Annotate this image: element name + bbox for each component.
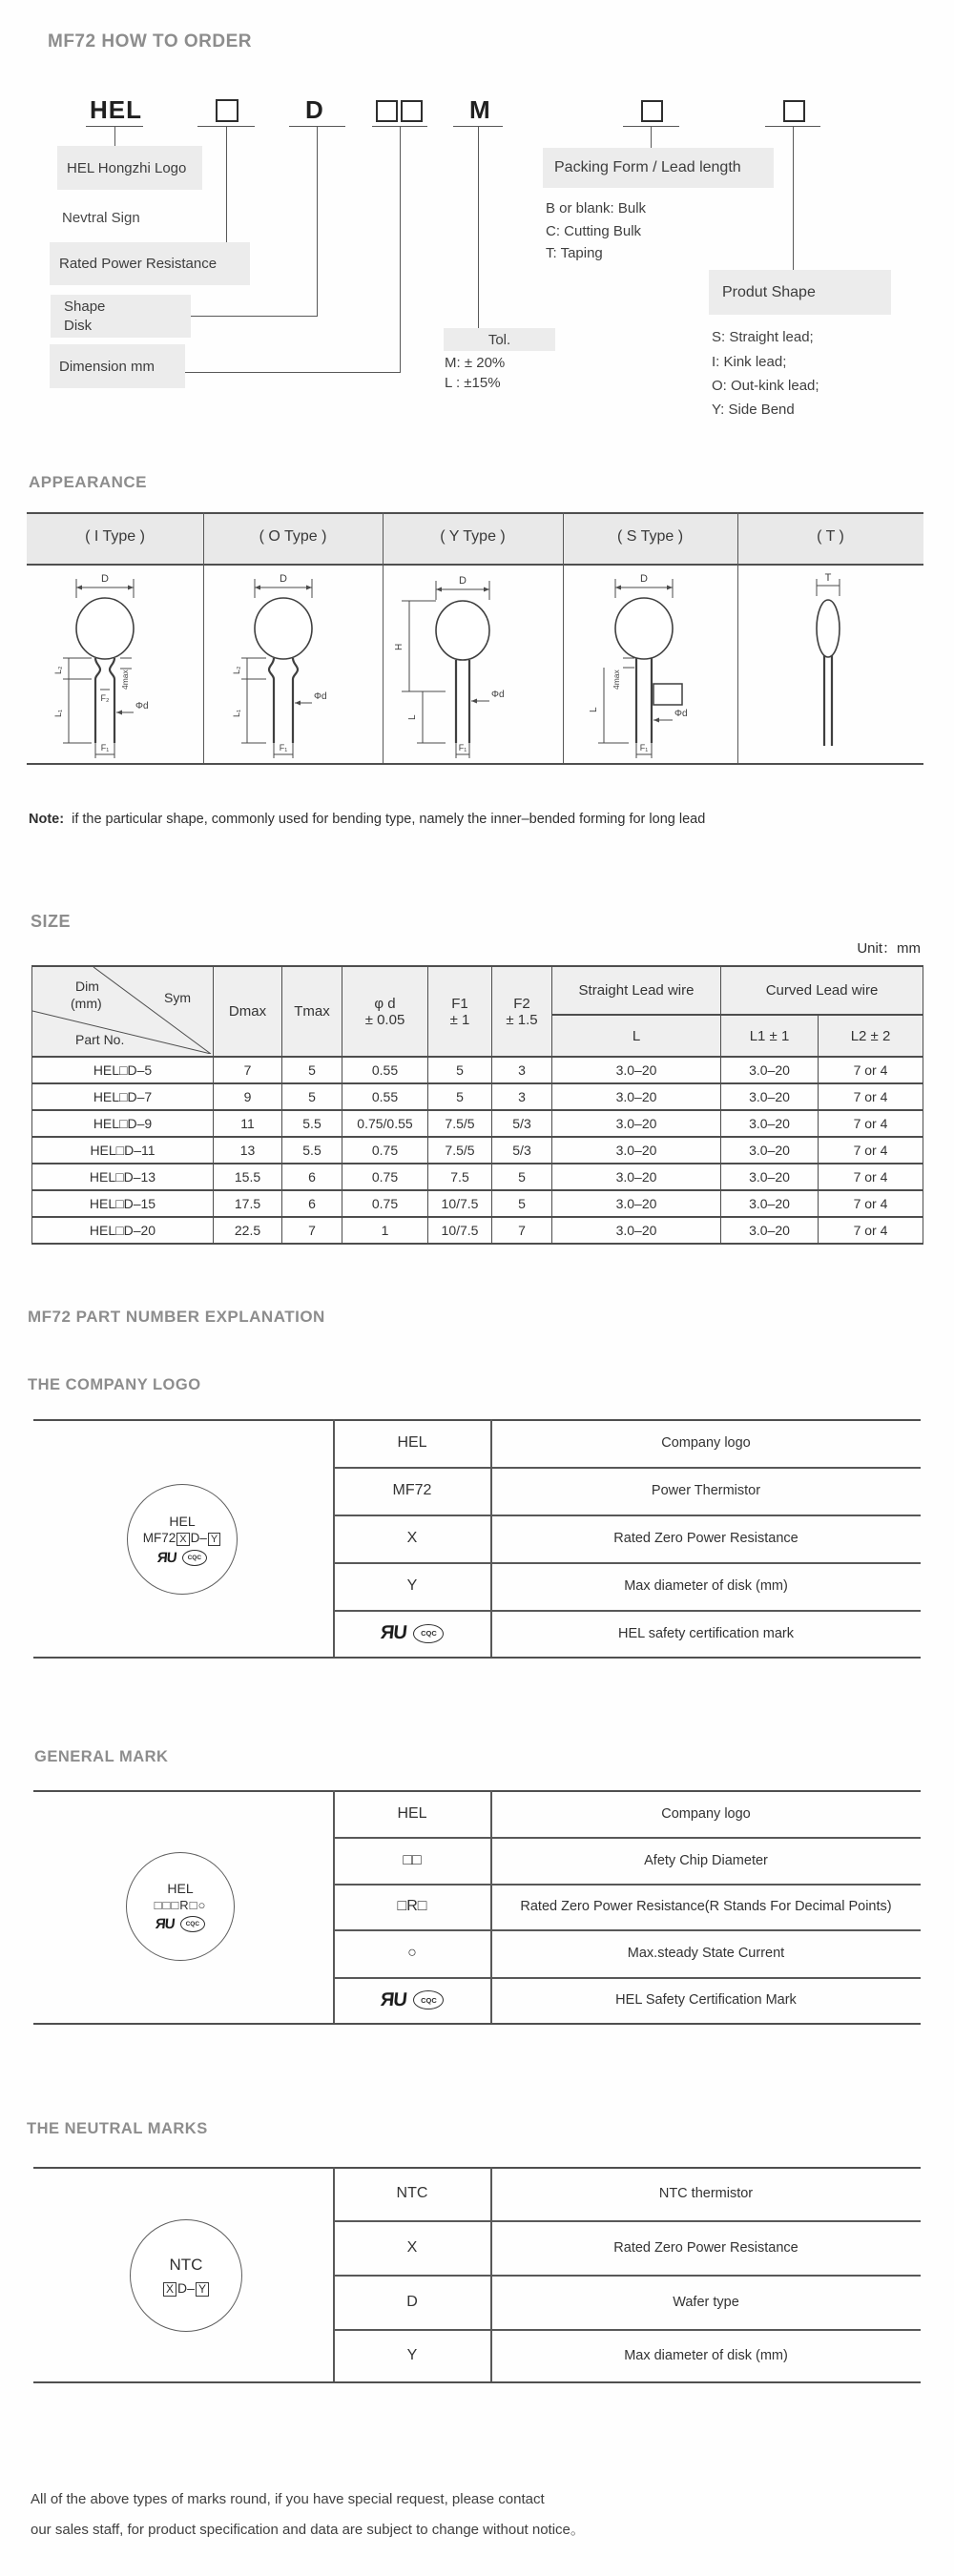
svg-text:Φd: Φd — [135, 701, 149, 711]
code-cert-icons — [334, 1610, 490, 1657]
cell-f2: 5 — [492, 1190, 552, 1217]
label-hel-hongzhi-logo-text: HEL Hongzhi Logo — [67, 159, 187, 176]
size-header-curved: Curved Lead wire — [721, 966, 923, 1015]
cell-l1: 3.0–20 — [721, 1110, 819, 1137]
desc-ntc-thermistor: NTC thermistor — [658, 2186, 754, 2201]
svg-text:Φd: Φd — [314, 691, 327, 702]
connector-packing — [651, 126, 652, 148]
svg-text:F₁: F₁ — [100, 743, 110, 752]
cell-tmax: 6 — [282, 1164, 342, 1190]
desc-max-diameter: Max diameter of disk (mm) — [624, 2347, 788, 2363]
mark-line-hel: HEL — [167, 1881, 194, 1896]
cell-phid: 0.55 — [342, 1083, 428, 1110]
size-header-l: L — [552, 1015, 721, 1057]
section-heading-size: SIZE — [31, 912, 72, 931]
size-table — [31, 965, 923, 1245]
appearance-col-s-type: ( S Type ) — [616, 528, 684, 545]
table-border-bottom — [33, 2023, 921, 2025]
cell-f2: 3 — [492, 1083, 552, 1110]
label-rated-power-resistance — [50, 242, 250, 285]
size-header-phid-line2: ± 0.05 — [364, 1011, 405, 1028]
desc-rated-resistance: Rated Zero Power Resistance(R Stands For Decimal Points) — [520, 1899, 892, 1914]
cell-dmax: 11 — [214, 1110, 282, 1137]
size-header-dim: Dim — [75, 979, 99, 994]
drawing-t-type — [744, 569, 916, 760]
size-header-f1 — [428, 966, 492, 1057]
footer-line-1: All of the above types of marks round, if you have special request, please contact — [31, 2491, 545, 2507]
order-code-box-packing — [641, 100, 663, 122]
desc-rated-resistance: Rated Zero Power Resistance — [613, 1531, 798, 1546]
cell-f1: 7.5 — [428, 1164, 492, 1190]
mark-line-ntc: NTC — [169, 2255, 203, 2274]
svg-text:L: L — [589, 707, 599, 712]
order-code-hel: HEL — [90, 95, 142, 124]
svg-text:F₁: F₁ — [639, 743, 649, 752]
order-code-m: M — [469, 95, 491, 124]
size-header-f2 — [492, 966, 552, 1057]
label-hel-hongzhi-logo — [57, 146, 202, 190]
svg-text:Φd: Φd — [491, 690, 505, 700]
desc-rated-resistance: Rated Zero Power Resistance — [613, 2239, 798, 2256]
size-header-f1-line1: F1 — [451, 995, 468, 1012]
connector-tol — [478, 126, 479, 328]
cell-part: HEL□D–13 — [32, 1164, 214, 1190]
mark-dash: – — [187, 2279, 195, 2296]
appearance-bottom-border — [27, 763, 923, 765]
size-header-straight: Straight Lead wire — [552, 966, 721, 1015]
code-d: D — [406, 2293, 418, 2310]
size-row — [32, 1164, 923, 1190]
cell-part: HEL□D–15 — [32, 1190, 214, 1217]
size-header-l2: L2 ± 2 — [819, 1015, 923, 1057]
product-item-s: S: Straight lead; — [712, 329, 814, 345]
label-product-shape — [709, 270, 891, 315]
connector-dimension — [400, 126, 401, 372]
cell-l2: 7 or 4 — [819, 1217, 923, 1244]
cqc-icon: CQC — [413, 1624, 444, 1643]
size-header-part-no: Part No. — [75, 1032, 125, 1047]
cell-f2: 5 — [492, 1164, 552, 1190]
cqc-icon: CQC — [180, 1916, 205, 1932]
code-ntc: NTC — [396, 2185, 428, 2201]
drawing-s-type — [564, 569, 736, 760]
cell-l2: 7 or 4 — [819, 1110, 923, 1137]
size-row — [32, 1217, 923, 1244]
svg-text:L: L — [407, 714, 418, 720]
cell-l2: 7 or 4 — [819, 1164, 923, 1190]
desc-chip-diameter: Afety Chip Diameter — [644, 1852, 768, 1868]
cell-part: HEL□D–11 — [32, 1137, 214, 1164]
size-header-sym: Sym — [164, 990, 191, 1005]
svg-text:H: H — [394, 643, 404, 650]
cell-tmax: 5.5 — [282, 1110, 342, 1137]
desc-power-thermistor: Power Thermistor — [651, 1483, 761, 1498]
product-item-y: Y: Side Bend — [712, 402, 795, 418]
size-header-mm: (mm) — [71, 996, 102, 1011]
desc-company-logo: Company logo — [661, 1435, 751, 1451]
cell-l: 3.0–20 — [552, 1164, 721, 1190]
label-dimension-mm-text: Dimension mm — [59, 358, 156, 375]
cell-phid: 0.75 — [342, 1164, 428, 1190]
cell-l2: 7 or 4 — [819, 1057, 923, 1083]
label-product-shape-text: Produt Shape — [722, 283, 816, 300]
cell-part: HEL□D–7 — [32, 1083, 214, 1110]
svg-text:Φd: Φd — [674, 709, 688, 719]
section-heading-how-to-order: MF72 HOW TO ORDER — [48, 31, 252, 52]
label-dimension-mm — [50, 344, 185, 388]
cell-f2: 5/3 — [492, 1110, 552, 1137]
code-x: X — [406, 2238, 418, 2256]
cell-tmax: 6 — [282, 1190, 342, 1217]
desc-safety-mark: HEL safety certification mark — [618, 1625, 794, 1641]
mark-line-code — [162, 2280, 210, 2297]
section-heading-company-logo: THE COMPANY LOGO — [28, 1376, 201, 1393]
order-code-box-dimension-1 — [376, 100, 398, 122]
cell-l: 3.0–20 — [552, 1217, 721, 1244]
neutral-mark-circle — [130, 2219, 242, 2332]
company-logo-mark — [127, 1484, 238, 1595]
svg-text:D: D — [459, 575, 467, 587]
section-heading-part-number: MF72 PART NUMBER EXPLANATION — [28, 1308, 325, 1326]
code-boxes: □□ — [403, 1851, 422, 1868]
code-y: Y — [406, 2346, 418, 2363]
cell-f2: 3 — [492, 1057, 552, 1083]
cell-part: HEL□D–9 — [32, 1110, 214, 1137]
code-cert-icons — [334, 1977, 490, 2023]
cell-dmax: 22.5 — [214, 1217, 282, 1244]
cell-l2: 7 or 4 — [819, 1190, 923, 1217]
mark-dash: – — [199, 1530, 207, 1545]
desc-max-current: Max.steady State Current — [627, 1946, 785, 1961]
size-header-tmax: Tmax — [282, 966, 342, 1057]
cell-f1: 5 — [428, 1083, 492, 1110]
mark-line-code — [143, 1531, 221, 1546]
size-unit: Unit：mm — [857, 940, 921, 957]
size-row — [32, 1190, 923, 1217]
appearance-col-divider — [203, 512, 204, 763]
mark-x-box: X — [163, 2282, 176, 2297]
cell-l1: 3.0–20 — [721, 1137, 819, 1164]
packing-item-c: C: Cutting Bulk — [546, 223, 642, 239]
cell-dmax: 15.5 — [214, 1164, 282, 1190]
code-hel: HEL — [397, 1804, 427, 1822]
section-heading-appearance: APPEARANCE — [29, 473, 148, 491]
tol-item-l: L : ±15% — [445, 375, 501, 391]
size-header-dmax: Dmax — [214, 966, 282, 1057]
cqc-icon: CQC — [182, 1550, 207, 1566]
cell-l: 3.0–20 — [552, 1190, 721, 1217]
code-r: □R□ — [397, 1898, 427, 1914]
size-header-f1-line2: ± 1 — [449, 1011, 470, 1028]
appearance-col-y-type: ( Y Type ) — [440, 528, 506, 545]
appearance-col-divider — [737, 512, 738, 763]
cell-part: HEL□D–5 — [32, 1057, 214, 1083]
cell-tmax: 5.5 — [282, 1137, 342, 1164]
mark-y-box: Y — [208, 1533, 220, 1546]
size-header-l1: L1 ± 1 — [721, 1015, 819, 1057]
size-header-f2-line2: ± 1.5 — [506, 1011, 538, 1028]
mark-cert-row — [157, 1550, 207, 1566]
ul-icon: ЯU — [155, 1916, 176, 1932]
mark-line-code: □□□R□○ — [154, 1898, 207, 1912]
svg-text:L₁: L₁ — [232, 709, 241, 717]
order-code-box-resistance — [216, 99, 238, 122]
label-tol — [444, 328, 555, 351]
cell-phid: 0.55 — [342, 1057, 428, 1083]
product-item-i: I: Kink lead; — [712, 354, 787, 370]
cell-l1: 3.0–20 — [721, 1057, 819, 1083]
code-hel: HEL — [397, 1434, 427, 1451]
size-row — [32, 1137, 923, 1164]
mark-d: D — [190, 1530, 200, 1545]
label-shape-disk — [51, 295, 191, 338]
svg-text:L₂: L₂ — [232, 666, 241, 674]
cell-dmax: 9 — [214, 1083, 282, 1110]
cell-l1: 3.0–20 — [721, 1217, 819, 1244]
appearance-col-divider — [383, 512, 384, 763]
appearance-col-t: ( T ) — [817, 528, 844, 545]
cell-part: HEL□D–20 — [32, 1217, 214, 1244]
order-code-box-shape — [783, 100, 805, 122]
ul-icon: ЯU — [379, 1989, 407, 2010]
mark-cert-row — [156, 1916, 205, 1932]
cell-tmax: 5 — [282, 1083, 342, 1110]
mark-line-hel: HEL — [169, 1513, 196, 1529]
section-heading-neutral-marks: THE NEUTRAL MARKS — [27, 2120, 208, 2137]
size-row — [32, 1110, 923, 1137]
code-mf72: MF72 — [392, 1482, 432, 1498]
drawing-i-type — [29, 569, 200, 760]
cell-l: 3.0–20 — [552, 1057, 721, 1083]
cell-l2: 7 or 4 — [819, 1083, 923, 1110]
cell-phid: 0.75 — [342, 1137, 428, 1164]
svg-text:D: D — [101, 573, 109, 585]
cell-l: 3.0–20 — [552, 1110, 721, 1137]
svg-text:4max: 4max — [612, 670, 621, 690]
size-row — [32, 1057, 923, 1083]
cqc-icon: CQC — [413, 1990, 444, 2009]
cell-l1: 3.0–20 — [721, 1164, 819, 1190]
cell-dmax: 17.5 — [214, 1190, 282, 1217]
order-code-d: D — [305, 95, 324, 124]
general-mark-circle — [126, 1852, 235, 1961]
desc-company-logo: Company logo — [661, 1805, 751, 1822]
drawing-y-type — [386, 569, 558, 760]
cell-phid: 0.75/0.55 — [342, 1110, 428, 1137]
appearance-col-i-type: ( I Type ) — [85, 528, 145, 545]
connector-hel — [114, 126, 115, 146]
connector-resistance — [226, 126, 227, 242]
tol-item-m: M: ± 20% — [445, 355, 506, 371]
code-y: Y — [406, 1577, 418, 1594]
table-border-bottom — [33, 2381, 921, 2383]
label-packing-form-text: Packing Form / Lead length — [554, 159, 741, 175]
svg-text:D: D — [640, 573, 648, 585]
svg-text:F₂: F₂ — [100, 693, 110, 703]
cell-l: 3.0–20 — [552, 1083, 721, 1110]
svg-text:F₁: F₁ — [458, 743, 467, 752]
connector-shape — [317, 126, 318, 316]
cell-f1: 10/7.5 — [428, 1190, 492, 1217]
label-tol-text: Tol. — [487, 331, 511, 348]
cell-f1: 5 — [428, 1057, 492, 1083]
order-code-box-dimension-2 — [401, 100, 423, 122]
cell-l1: 3.0–20 — [721, 1083, 819, 1110]
note-label: Note: — [29, 812, 65, 827]
cell-f2: 5/3 — [492, 1137, 552, 1164]
size-header-phid-line1: φ d — [374, 995, 396, 1012]
label-packing-form — [543, 148, 774, 188]
ul-icon: ЯU — [156, 1549, 177, 1566]
size-row — [32, 1083, 923, 1110]
cell-tmax: 5 — [282, 1057, 342, 1083]
packing-item-t: T: Taping — [546, 245, 603, 261]
cell-dmax: 13 — [214, 1137, 282, 1164]
connector-dimension-h — [185, 372, 401, 373]
cell-l2: 7 or 4 — [819, 1137, 923, 1164]
cell-phid: 0.75 — [342, 1190, 428, 1217]
packing-item-b: B or blank: Bulk — [546, 200, 647, 216]
desc-wafer-type: Wafer type — [673, 2294, 739, 2310]
code-x: X — [406, 1530, 418, 1546]
connector-shape-h — [191, 316, 318, 317]
label-neutral-sign: Nevtral Sign — [62, 210, 140, 226]
svg-text:D: D — [280, 573, 287, 585]
cell-tmax: 7 — [282, 1217, 342, 1244]
cell-f1: 10/7.5 — [428, 1217, 492, 1244]
svg-text:4max: 4max — [120, 670, 130, 690]
drawing-o-type — [207, 569, 379, 760]
cell-dmax: 7 — [214, 1057, 282, 1083]
cell-f1: 7.5/5 — [428, 1110, 492, 1137]
cell-f2: 7 — [492, 1217, 552, 1244]
svg-text:L₂: L₂ — [53, 666, 63, 674]
cell-f1: 7.5/5 — [428, 1137, 492, 1164]
label-disk-text: Disk — [64, 318, 93, 334]
footer-line-2: our sales staff, for product specification and data are subject to change without notice。 — [31, 2522, 585, 2538]
svg-text:T: T — [824, 572, 832, 584]
mark-x-box: X — [176, 1533, 189, 1546]
desc-safety-mark: HEL Safety Certification Mark — [615, 1992, 797, 2008]
cell-l1: 3.0–20 — [721, 1190, 819, 1217]
svg-text:F₁: F₁ — [279, 743, 288, 752]
code-circle: ○ — [407, 1945, 417, 1961]
mark-d: D — [177, 2279, 188, 2296]
size-header-diagonal — [32, 966, 214, 1057]
desc-max-diameter: Max diameter of disk (mm) — [624, 1578, 788, 1594]
label-rated-power-resistance-text: Rated Power Resistance — [59, 256, 218, 272]
appearance-col-o-type: ( O Type ) — [259, 528, 327, 545]
cell-phid: 1 — [342, 1217, 428, 1244]
label-shape-text: Shape — [64, 299, 106, 315]
connector-product-shape — [793, 126, 794, 270]
table-border-bottom — [33, 1657, 921, 1659]
appearance-note — [29, 812, 705, 827]
cell-l: 3.0–20 — [552, 1137, 721, 1164]
svg-text:L₁: L₁ — [53, 709, 63, 717]
note-text: if the particular shape, commonly used for bending type, namely the inner–bended forming for long lead — [72, 812, 706, 827]
ul-icon: ЯU — [379, 1622, 407, 1643]
product-item-o: O: Out-kink lead; — [712, 378, 819, 394]
size-header-f2-line1: F2 — [513, 995, 530, 1012]
section-heading-general-mark: GENERAL MARK — [34, 1748, 169, 1765]
size-header-phid — [342, 966, 428, 1057]
mark-y-box: Y — [196, 2282, 209, 2297]
mark-prefix: MF72 — [142, 1530, 176, 1545]
